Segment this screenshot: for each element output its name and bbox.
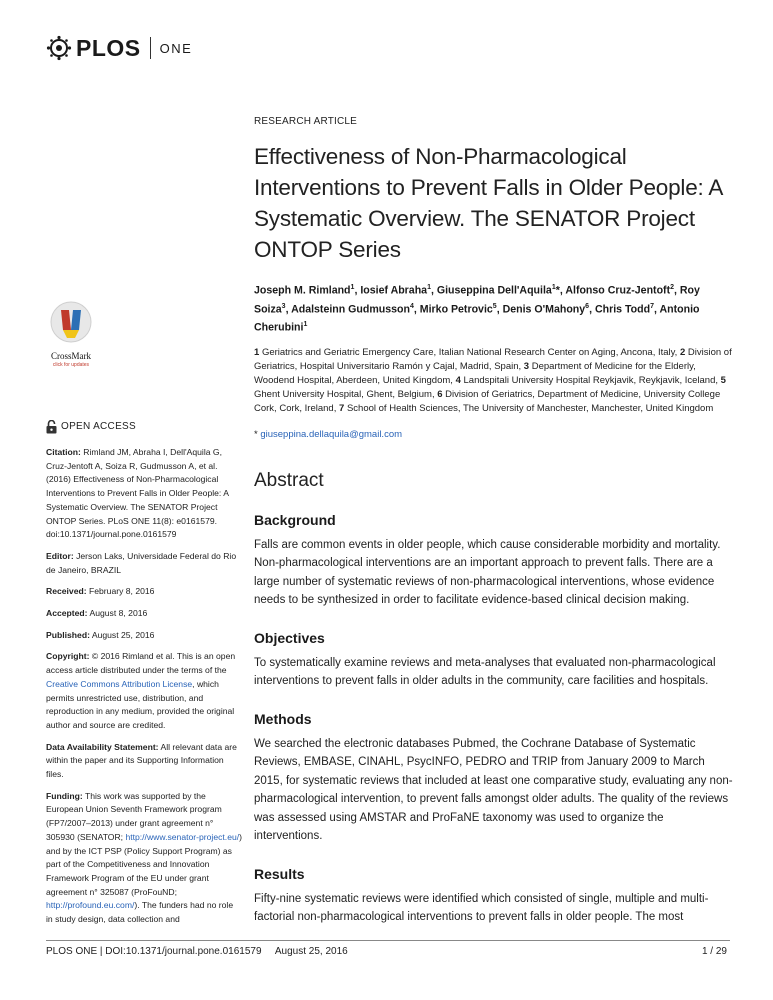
published-block bbox=[46, 629, 242, 643]
abstract-section-text: To systematically examine reviews and meta-analyses that evaluated non-pharmacological interventions to prevent falls in older adults in the community, care facilities and hospitals. bbox=[254, 656, 716, 688]
funding-block bbox=[46, 790, 242, 927]
plos-one-logo[interactable] bbox=[46, 34, 192, 62]
author-name: Iosief Abraha bbox=[360, 284, 428, 297]
abstract-section-heading: Objectives bbox=[254, 629, 325, 646]
received-label: Received: bbox=[46, 586, 87, 597]
corresponding-email-line bbox=[254, 429, 734, 440]
copyright-block bbox=[46, 650, 242, 732]
author-name: Mirko Petrovic bbox=[419, 303, 493, 316]
affiliation-list bbox=[254, 346, 734, 416]
citation-label: Citation: bbox=[46, 447, 81, 457]
author-affiliation-sup: 2 bbox=[670, 284, 674, 291]
open-access-badge bbox=[46, 420, 242, 434]
abstract-section-text: Falls are common events in older people, which cause considerable morbidity and mortality. Non-pharmacological interventions are an important approach to prevent falls. There are a large number of systematic reviews of non-pharmacological interventions, whose evidence needs to be synthesized in order to facilitate evidence-based clinical decision making. bbox=[254, 538, 721, 607]
author-affiliation-sup: 4 bbox=[409, 302, 414, 310]
abstract-sections bbox=[254, 512, 734, 927]
cc-license-link[interactable]: Creative Commons Attribution License bbox=[46, 678, 193, 689]
published-label: Published: bbox=[46, 629, 90, 640]
article-title: Effectiveness of Non-Pharmacological Interventions to Prevent Falls in Older People: A Systematic Overview. The SENATOR Project ONTOP Series bbox=[254, 144, 722, 262]
logo-plos-text: PLOS bbox=[76, 34, 141, 61]
author-list: Joseph M. Rimland$^1$, Iosief Abraha$^1$, Giuseppina Dell'Aquila$^1$*, Alfonso Cruz-Jentoft$^2$, Roy Soiza$^3$, Adalsteinn Gudmusson$^4$, Mirko Petrovic$^5$, Denis O'Mahony$^6$, Chris Todd$^7$, Antonio Cherubini$^1$ bbox=[254, 284, 700, 334]
copyright-text-post: , which permits unrestricted use, distribution, and reproduction in any medium, provided the original author and source are credited. bbox=[46, 678, 235, 730]
open-lock-icon bbox=[46, 420, 57, 434]
author-name: Denis O'Mahony bbox=[502, 303, 586, 316]
footer-date: August 25, 2016 bbox=[274, 946, 348, 957]
crossmark-icon bbox=[49, 300, 93, 344]
author-affiliation-sup: 1 bbox=[427, 284, 431, 291]
data-availability-text: All relevant data are within the paper and its Supporting Information files. bbox=[46, 741, 237, 780]
author-name: Giuseppina Dell'Aquila bbox=[436, 284, 552, 297]
funding-label: Funding: bbox=[46, 790, 83, 801]
editor-text: Jerson Laks, Universidade Federal do Rio de Janeiro, BRAZIL bbox=[46, 550, 237, 575]
affiliation-number: 2 bbox=[679, 346, 686, 358]
accepted-block bbox=[46, 607, 242, 621]
article-main bbox=[254, 116, 734, 927]
abstract-section-text: Fifty-nine systematic reviews were identified which consisted of single, multiple and multi-factorial non-pharmacological interventions to prevent falls in older people. The most bbox=[254, 892, 709, 924]
open-access-label: OPEN ACCESS bbox=[61, 421, 136, 433]
corresponding-email-link[interactable]: giuseppina.dellaquila@gmail.com bbox=[260, 428, 403, 440]
affiliation-text: Geriatrics and Geriatric Emergency Care, Italian National Research Center on Aging, Ancona, Italy, bbox=[261, 346, 678, 358]
footer-doi: PLOS ONE | DOI:10.1371/journal.pone.0161579 bbox=[46, 946, 262, 957]
footer-info bbox=[46, 946, 348, 957]
author-name: Joseph M. Rimland bbox=[254, 284, 351, 297]
author-affiliation-sup: 1 bbox=[551, 284, 556, 291]
author-affiliation-sup: 5 bbox=[492, 302, 497, 310]
abstract-heading: Abstract bbox=[254, 469, 324, 491]
affiliation-text: Division of Geriatrics, Department of Medicine, University College Cork, Cork, Ireland, bbox=[254, 388, 721, 414]
editor-label: Editor: bbox=[46, 550, 74, 561]
logo-journal-text: ONE bbox=[159, 40, 193, 56]
author-name: Alfonso Cruz-Jentoft bbox=[565, 284, 671, 297]
senator-link[interactable]: http://www.senator-project.eu/ bbox=[125, 831, 240, 842]
affiliation-number: 6 bbox=[437, 388, 443, 400]
funding-text-mid: ) and by the ICT PSP (Policy Support Program) as part of the Competitiveness and Innovation Framework Program of the EU under grant agreement n° 325087 (ProFouND; bbox=[46, 831, 243, 897]
affiliation-number: 7 bbox=[339, 402, 345, 414]
author-affiliation-sup: 3 bbox=[281, 302, 286, 310]
affiliation-number: 3 bbox=[523, 360, 530, 372]
abstract-section-heading: Methods bbox=[254, 710, 312, 727]
copyright-label: Copyright: bbox=[46, 651, 90, 662]
received-date: February 8, 2016 bbox=[89, 586, 155, 597]
article-info-sidebar bbox=[46, 420, 242, 935]
author-name: Roy Soiza bbox=[254, 284, 700, 316]
author-affiliation-sup: 6 bbox=[585, 302, 590, 310]
data-availability-block bbox=[46, 741, 242, 782]
copyright-text-pre: © 2016 Rimland et al. This is an open access article distributed under the terms of the bbox=[46, 651, 236, 676]
author-affiliation-sup: 1 bbox=[350, 284, 355, 291]
crossmark-label: CrossMark bbox=[51, 351, 91, 361]
author-affiliation-sup: 7 bbox=[650, 302, 654, 310]
author-name: Antonio Cherubini bbox=[254, 303, 700, 334]
article-type: RESEARCH ARTICLE bbox=[254, 116, 358, 127]
plos-logo-icon bbox=[46, 35, 72, 61]
abstract-section-heading: Background bbox=[254, 511, 336, 528]
corresponding-author-mark: * bbox=[555, 284, 560, 297]
accepted-label: Accepted: bbox=[46, 608, 88, 619]
citation-block bbox=[46, 446, 242, 542]
author-name: Adalsteinn Gudmusson bbox=[291, 303, 410, 316]
abstract-section-heading: Results bbox=[254, 865, 305, 882]
footer-divider bbox=[46, 940, 730, 941]
citation-text: Rimland JM, Abraha I, Dell'Aquila G, Cruz-Jentoft A, Soiza R, Gudmusson A, et al. (2016) Effectiveness of Non-Pharmacological Interventions to Prevent Falls in Older People: A Systematic Overview. The SENATOR Project ONTOP Series. PLoS ONE 11(8): e0161579. doi:10.1371/journal.pone.0161579 bbox=[46, 447, 229, 540]
affiliation-number: 5 bbox=[720, 374, 726, 386]
abstract-section-text: We searched the electronic databases Pubmed, the Cochrane Database of Systematic Reviews, EMBASE, CINAHL, PsycINFO, PEDRO and TRIP from January 2009 to March 2015, for systematic reviews that included at least one comparative study, evaluating any non-pharmacological intervention, to prevent falls amongst older adults. The quality of the reviews was assessed using AMSTAR and ProFaNE taxonomy was used to organize the interventions. bbox=[254, 737, 733, 843]
data-availability-label: Data Availability Statement: bbox=[46, 741, 159, 752]
affiliation-number: 1 bbox=[254, 346, 260, 358]
affiliation-text: School of Health Sciences, The University of Manchester, Manchester, United Kingdom bbox=[346, 402, 714, 414]
funding-text-post: ). The funders had no role in study design, data collection and bbox=[46, 900, 234, 925]
editor-block bbox=[46, 550, 242, 577]
author-name: Chris Todd bbox=[594, 303, 651, 316]
affiliation-text: Department of Medicine for the Elderly, Woodend Hospital, Aberdeen, United Kingdom, bbox=[254, 360, 696, 386]
affiliation-text: Landspitali University Hospital Reykjavik, Reykjavik, Iceland, bbox=[463, 374, 719, 386]
logo-divider bbox=[150, 37, 151, 59]
email-mark: * bbox=[254, 428, 258, 440]
affiliation-text: Ghent University Hospital, Ghent, Belgium, bbox=[254, 388, 435, 400]
page-number: 1 / 29 bbox=[701, 946, 727, 957]
published-date: August 25, 2016 bbox=[91, 629, 155, 640]
profound-link[interactable]: http://profound.eu.com/ bbox=[46, 900, 135, 911]
crossmark-sub: click for updates bbox=[52, 362, 90, 368]
received-block bbox=[46, 585, 242, 599]
funding-text-pre: This work was supported by the European Union Seventh Framework program (FP7/2007–2013) under grant agreement n° 305930 (SENATOR; bbox=[46, 790, 222, 842]
affiliation-number: 4 bbox=[455, 374, 461, 386]
crossmark-badge[interactable] bbox=[44, 300, 98, 368]
accepted-date: August 8, 2016 bbox=[89, 608, 148, 619]
author-affiliation-sup: 1 bbox=[303, 321, 308, 329]
affiliation-text: Division of Geriatrics, Hospital Universitario Ramón y Cajal, Madrid, Spain, bbox=[254, 346, 732, 372]
